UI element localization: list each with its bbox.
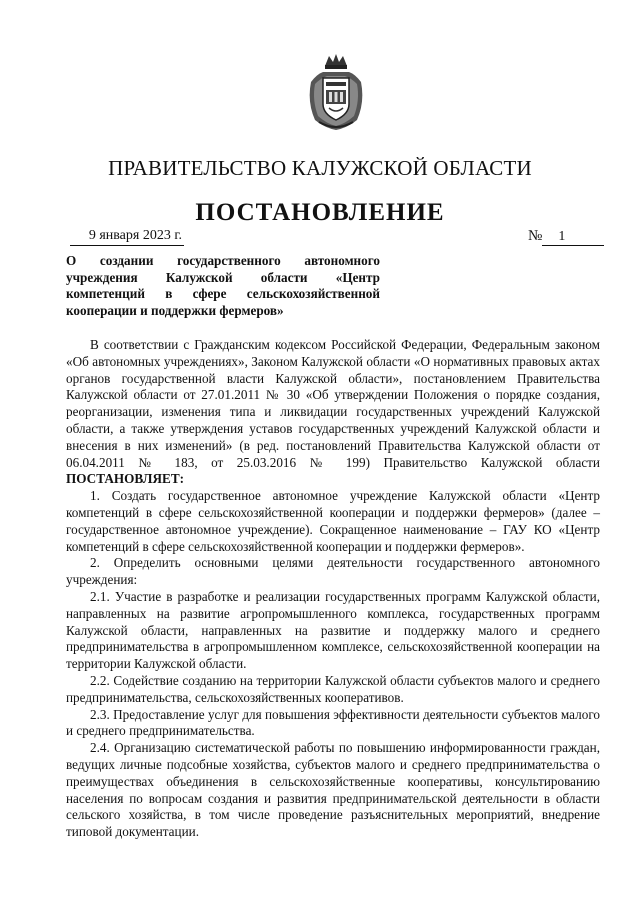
preamble-text: В соответствии с Гражданским кодексом Российской Федерации, Федеральным законом «Об автономных учреждениях», Законом Калужской области «О нормативных правовых актах органов государственной власти Калужской области», постановлением Правительства Калужской области от 27.01.2011 № 30 «Об утверждении Положения о порядке создания, реорганизации, изменения типа и ликвидации государственных учреждений Калужской области, а также утверждения уставов государственных учреждений Калужской области и внесения в них изменений» (в ред. постановлений Правительства Калужской области от 06.04.2011 № 183, от 25.03.2016 № 199) Правительство Калужской области [66,337,600,470]
document-type-heading: ПОСТАНОВЛЕНИЕ [195,199,445,226]
resolves-keyword: ПОСТАНОВЛЯЕТ: [66,471,185,487]
subject-line: учреждения Калужской области «Центр [66,269,380,285]
number-label: № [528,228,543,244]
document-subject [66,253,380,319]
document-number [528,228,604,245]
subject-line: О создании государственного автономного [66,253,380,268]
document-body [66,337,600,841]
item-paragraph: 2.4. Организацию систематической работы по повышению информированности граждан, ведущих личные подсобные хозяйства, субъектов малого и среднего предпринимательства о преимуществах объединения в сельскохозяйственные кооперативы, консультированию населения по вопросам создания и развития предпринимательской деятельности в области сельского хозяйства, в том числе проведение разъяснительных мероприятий, внедрение типовой документации. [66,740,600,840]
item-paragraph: 1. Создать государственное автономное учреждение Калужской области «Центр компетенций в сфере сельскохозяйственной кооперации и поддержки фермеров» (далее – государственное автономное учреждение). Сокращенное наименование – ГАУ КО «Центр компетенций в сфере сельскохозяйственной кооперации и поддержки фермеров». [66,488,600,554]
kaluga-coat-of-arms-icon [305,52,367,132]
subject-line: кооперации и поддержки фермеров» [66,302,284,318]
number-value: 1 [542,229,604,246]
item-paragraph: 2.3. Предоставление услуг для повышения эффективности деятельности субъектов малого и среднего предпринимательства. [66,706,600,739]
subject-line: компетенций в сфере сельскохозяйственной [66,286,380,302]
document-date: 9 января 2023 г. [70,228,184,246]
item-paragraph: 2.1. Участие в разработке и реализации государственных программ Калужской области, направленных на развитие агропромышленного комплекса, государственных программ Калужской области, направленных на развитие и поддержку малого и среднего предпринимательства в агропромышленном комплексе, сельскохозяйственной кооперации на территории Калужской области. [66,588,600,672]
organization-title: ПРАВИТЕЛЬСТВО КАЛУЖСКОЙ ОБЛАСТИ [108,156,532,180]
preamble-paragraph [66,337,600,488]
item-paragraph: 2.2. Содействие созданию на территории Калужской области субъектов малого и среднего предпринимательства, сельскохозяйственных кооперативов. [66,672,600,705]
item-paragraph: 2. Определить основными целями деятельности государственного автономного учреждения: [66,555,600,588]
